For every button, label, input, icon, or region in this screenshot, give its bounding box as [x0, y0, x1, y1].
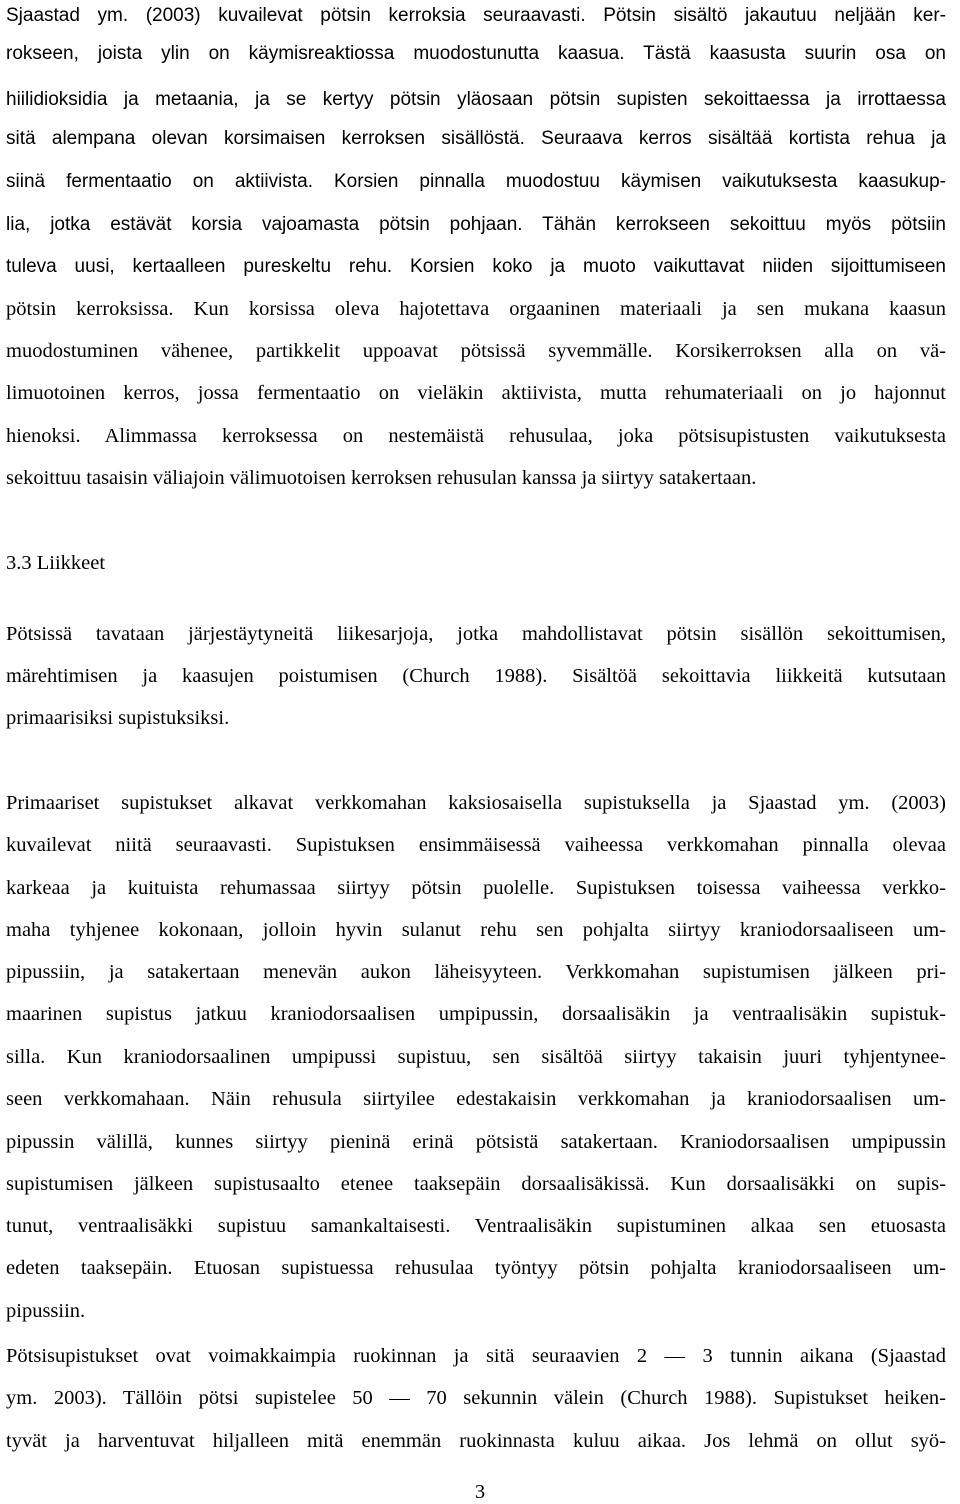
- text-line: hiilidioksidia ja metaania, ja se kertyy pötsin yläosaan pötsin supisten sekoittaessa ja irrottaessa: [6, 89, 946, 110]
- text-line: tyvät ja harventuvat hiljalleen mitä enemmän ruokinnasta kuluu aikaa. Jos lehmä on ollut syö-: [6, 1430, 946, 1452]
- text-line: Pötsissä tavataan järjestäytyneitä liikesarjoja, jotka mahdollistavat pötsin sisällön sekoittumisen,: [6, 623, 946, 645]
- text-line: Pötsisupistukset ovat voimakkaimpia ruokinnan ja sitä seuraavien 2 — 3 tunnin aikana (Sjaastad: [6, 1345, 946, 1367]
- text-line: rokseen, joista ylin on käymisreaktiossa muodostunutta kaasua. Tästä kaasusta suurin osa on: [6, 43, 946, 64]
- text-line: tunut, ventraalisäkki supistuu samankaltaisesti. Ventraalisäkin supistuminen alkaa sen etuosasta: [6, 1215, 946, 1237]
- text-line: pipussiin, ja satakertaan menevän aukon läheisyyteen. Verkkomahan supistumisen jälkeen pri-: [6, 961, 946, 983]
- text-line: sekoittuu tasaisin väliajoin välimuotoisen kerroksen rehusulan kanssa ja siirtyy satakertaan.: [6, 467, 757, 489]
- text-line: seen verkkomahaan. Näin rehusula siirtyilee edestakaisin verkkomahan ja kraniodorsaalisen um-: [6, 1088, 946, 1110]
- text-line: hienoksi. Alimmassa kerroksessa on nestemäistä rehusulaa, joka pötsisupistusten vaikutuksesta: [6, 425, 946, 447]
- text-line: silla. Kun kraniodorsaalinen umpipussi supistuu, sen sisältöä siirtyy takaisin juuri tyhjentynee-: [6, 1046, 946, 1068]
- text-line: muodostuminen vähenee, partikkelit uppoavat pötsissä syvemmälle. Korsikerroksen alla on vä-: [6, 340, 946, 362]
- text-line: pipussin välillä, kunnes siirtyy pieninä erinä pötsistä satakertaan. Kraniodorsaalisen umpipussin: [6, 1131, 946, 1153]
- text-line: limuotoinen kerros, jossa fermentaatio on vieläkin aktiivista, mutta rehumateriaali on jo hajonnut: [6, 382, 946, 404]
- text-line: pipussiin.: [6, 1300, 86, 1322]
- text-line: edeten taaksepäin. Etuosan supistuessa rehusulaa työntyy pötsin pohjalta kraniodorsaaliseen um-: [6, 1257, 946, 1279]
- section-heading: 3.3 Liikkeet: [6, 552, 106, 574]
- text-line: maarinen supistus jatkuu kraniodorsaalisen umpipussin, dorsaalisäkin ja ventraalisäkin supistuk-: [6, 1003, 946, 1025]
- text-line: supistumisen jälkeen supistusaalto etenee taaksepäin dorsaalisäkissä. Kun dorsaalisäkki on supis-: [6, 1173, 946, 1195]
- page-number: 3: [474, 1481, 486, 1503]
- text-line: maha tyhjenee kokonaan, jolloin hyvin sulanut rehu sen pohjalta siirtyy kraniodorsaaliseen um-: [6, 919, 946, 941]
- text-line: lia, jotka estävät korsia vajoamasta pötsin pohjaan. Tähän kerrokseen sekoittuu myös pötsiin: [6, 214, 946, 235]
- text-line: siinä fermentaatio on aktiivista. Korsien pinnalla muodostuu käymisen vaikutuksesta kaasukup-: [6, 171, 946, 192]
- text-line: sitä alempana olevan korsimaisen kerroksen sisällöstä. Seuraava kerros sisältää kortista rehua ja: [6, 128, 946, 149]
- text-line: kuvailevat niitä seuraavasti. Supistuksen ensimmäisessä vaiheessa verkkomahan pinnalla olevaa: [6, 834, 946, 856]
- text-line: Sjaastad ym. (2003) kuvailevat pötsin kerroksia seuraavasti. Pötsin sisältö jakautuu neljään ker-: [6, 5, 946, 26]
- text-line: märehtimisen ja kaasujen poistumisen (Church 1988). Sisältöä sekoittavia liikkeitä kutsutaan: [6, 665, 946, 687]
- text-line: Primaariset supistukset alkavat verkkomahan kaksiosaisella supistuksella ja Sjaastad ym. (2003): [6, 792, 946, 814]
- text-line: tuleva uusi, kertaalleen pureskeltu rehu. Korsien koko ja muoto vaikuttavat niiden sijoittumiseen: [6, 256, 946, 277]
- text-line: karkeaa ja kuituista rehumassaa siirtyy pötsin puolelle. Supistuksen toisessa vaiheessa verkko-: [6, 877, 946, 899]
- text-line: primaarisiksi supistuksiksi.: [6, 707, 230, 729]
- text-line: pötsin kerroksissa. Kun korsissa oleva hajotettava orgaaninen materiaali ja sen mukana kaasun: [6, 298, 946, 320]
- text-line: ym. 2003). Tällöin pötsi supistelee 50 — 70 sekunnin välein (Church 1988). Supistukset heiken-: [6, 1387, 946, 1409]
